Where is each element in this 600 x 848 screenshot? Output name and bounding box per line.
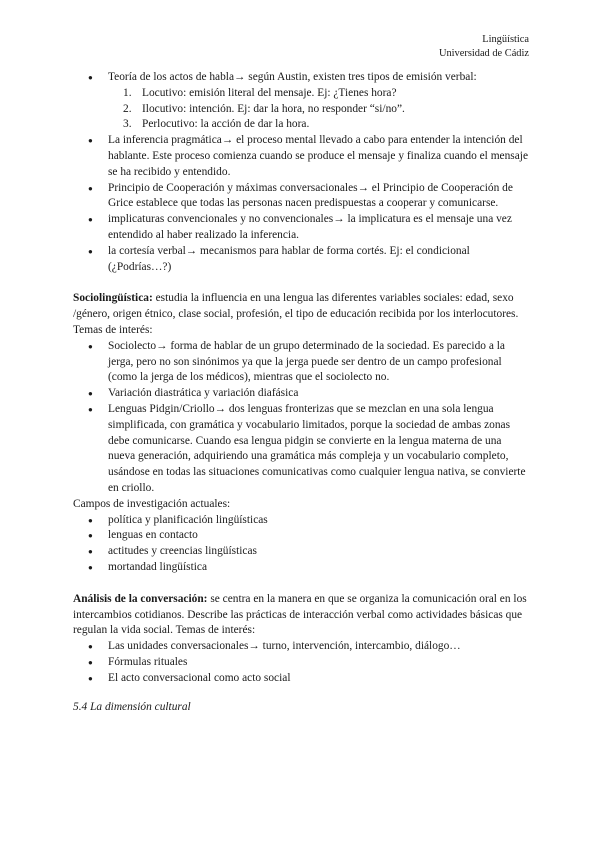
section-term: Análisis de la conversación: <box>73 592 208 605</box>
research-fields-list <box>73 513 528 576</box>
list-item: ● implicaturas convencionales y no convencionales→ la implicatura es el mensaje una vez entendido al haber realizado la inferencia. <box>73 212 528 244</box>
list-item: ● Lenguas Pidgin/Criollo→ dos lenguas fronterizas que se mezclan en una sola lengua simplificada, con gramática y vocabulario limitados, porque la sociedad de ambas zonas debe comunicarse. Cuando esa lengua pidgin se convierte en la lengua materna de una nueva generación, adquiriendo una gramática más compleja y un vocabulario completo, usándose en todas las situaciones comunicativas como cualquier lengua nativa, se convierte en criollo. <box>73 402 528 497</box>
numbered-item: 1. Locutivo: emisión literal del mensaje. Ej: ¿Tienes hora? <box>123 86 397 99</box>
page-header <box>439 33 529 61</box>
sociolinguistics-topics <box>73 339 528 497</box>
section-intro: se centra en la manera en que se organiza la comunicación oral en los intercambios cotidianos. Describe las prácticas de interacción verbal como actividades básicas que regulan la vida social. Temas de interés: <box>73 592 527 637</box>
sociolinguistics-paragraph <box>73 291 528 338</box>
list-item: ● Principio de Cooperación y máximas conversacionales→ el Principio de Cooperación de Grice establece que todas las personas nacen predispuestas a cooperar y comunicarse. <box>73 181 528 213</box>
numbered-item: 2. Ilocutivo: intención. Ej: dar la hora, no responder “si/no”. <box>123 102 405 115</box>
list-item <box>73 70 528 133</box>
conversation-topics <box>73 639 528 686</box>
list-item: ● mortandad lingüística <box>73 560 528 576</box>
bullet-text: Teoría de los actos de habla→ según Austin, existen tres tipos de emisión verbal: <box>108 71 477 83</box>
list-item: ● política y planificación lingüísticas <box>73 513 528 529</box>
section-intro: estudia la influencia en una lengua las diferentes variables sociales: edad, sexo /género, origen étnico, clase social, profesión, el tipo de educación recibida por los interlocutores. Temas de interés: <box>73 292 519 336</box>
section-term: Sociolingüística: <box>73 292 153 305</box>
list-item: ● actitudes y creencias lingüísticas <box>73 544 528 560</box>
list-item: ● Las unidades conversacionales→ turno, intervención, intercambio, diálogo… <box>73 639 528 655</box>
list-item: ● Sociolecto→ forma de hablar de un grupo determinado de la sociedad. Es parecido a la jerga, pero no son sinónimos ya que la jerga puede ser dentro de un campo profesional (como la jerga de los médicos), mientras que el sociolecto no. <box>73 339 528 386</box>
header-university: Universidad de Cádiz <box>438 48 529 59</box>
section-heading: 5.4 La dimensión cultural <box>73 701 191 714</box>
list-item: ● Fórmulas rituales <box>73 655 528 671</box>
pragmatics-list <box>73 70 528 275</box>
list-item: ● lenguas en contacto <box>73 528 528 544</box>
list-item: ● Variación diastrática y variación diafásica <box>73 386 528 402</box>
list-item: ● la cortesía verbal→ mecanismos para hablar de forma cortés. Ej: el condicional (¿Podrías…?) <box>73 244 528 276</box>
numbered-item: 3. Perlocutivo: la acción de dar la hora. <box>123 118 310 131</box>
list-item: ● La inferencia pragmática→ el proceso mental llevado a cabo para entender la intención del hablante. Este proceso comienza cuando se produce el mensaje y finaliza cuando el mensaje se ha recibido y entendido. <box>73 133 528 180</box>
speech-acts-list <box>123 86 528 133</box>
list-item: ● El acto conversacional como acto social <box>73 671 528 687</box>
research-fields-label: Campos de investigación actuales: <box>73 497 231 510</box>
header-subject: Lingüística <box>482 34 529 45</box>
conversation-analysis-paragraph <box>73 592 528 639</box>
document-body <box>73 70 528 716</box>
